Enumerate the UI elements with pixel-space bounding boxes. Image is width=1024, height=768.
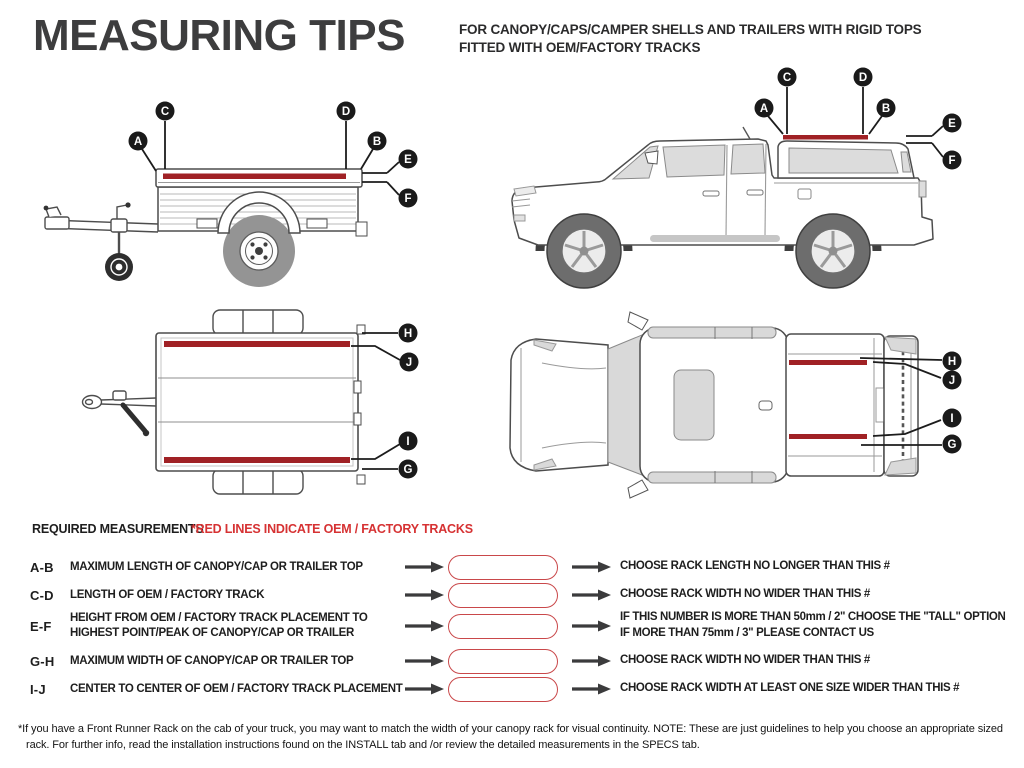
measurement-row-gh: [30, 648, 1022, 674]
truck-top-view-diagram: [490, 308, 1010, 504]
svg-text:G: G: [403, 464, 413, 476]
subtitle-line-2: FITTED WITH OEM/FACTORY TRACKS: [459, 39, 701, 55]
rear-wheel: [796, 214, 870, 288]
marker-d: [337, 102, 356, 121]
oem-track-red-line: [783, 135, 868, 140]
trailer-top-rail: [156, 169, 362, 187]
measure-point-markers: [399, 324, 419, 479]
marker-g: [943, 435, 962, 454]
arrow-icon: [404, 588, 448, 602]
measurement-value-box: [448, 555, 558, 580]
subtitle-line-1: FOR CANOPY/CAPS/CAMPER SHELLS AND TRAILERS WITH RIGID TOPS: [459, 22, 922, 37]
svg-text:F: F: [948, 155, 956, 167]
measure-point-markers: [943, 352, 962, 454]
windshield: [608, 335, 642, 475]
marker-h: [399, 324, 418, 343]
measurement-description: [70, 611, 404, 641]
oem-track-red-line: [789, 360, 867, 365]
measurement-row-ef: [30, 604, 1022, 648]
measurement-row-ab: [30, 554, 1022, 580]
marker-c: [778, 68, 797, 87]
svg-text:A: A: [759, 103, 769, 115]
measurement-description: LENGTH OF OEM / FACTORY TRACK: [70, 588, 265, 601]
svg-text:F: F: [404, 193, 412, 205]
arrow-icon: [562, 588, 620, 602]
measurement-id: C-D: [30, 587, 54, 603]
marker-h: [943, 352, 962, 371]
recommendation-line-2: IF MORE THAN 75mm / 3" PLEASE CONTACT US: [620, 627, 874, 639]
measurement-id: G-H: [30, 653, 55, 669]
marker-d: [854, 68, 873, 87]
svg-text:B: B: [881, 103, 891, 115]
marker-a: [755, 99, 774, 118]
trailer-wheel: [223, 215, 295, 287]
trailer-top-view-diagram: [25, 305, 455, 505]
measurement-recommendation: [620, 610, 1022, 641]
arrow-icon: [404, 682, 448, 696]
marker-j: [400, 353, 419, 372]
arrow-icon: [562, 560, 620, 574]
marker-c: [156, 102, 175, 121]
measurement-value-box: [448, 677, 558, 702]
description-line-1: HEIGHT FROM OEM / FACTORY TRACK PLACEMENT TO: [70, 612, 368, 625]
svg-text:I: I: [950, 413, 954, 425]
side-mirror: [628, 312, 648, 330]
svg-text:I: I: [406, 436, 410, 448]
svg-text:A: A: [133, 136, 143, 148]
marker-b: [368, 132, 387, 151]
measurement-row-ij: [30, 676, 1022, 702]
measurement-description: MAXIMUM LENGTH OF CANOPY/CAP OR TRAILER TOP: [70, 560, 363, 573]
marker-e: [943, 114, 962, 133]
oem-track-red-line: [164, 457, 350, 463]
measurement-id: I-J: [30, 681, 46, 697]
side-windows: [648, 472, 776, 483]
side-mirror: [628, 480, 648, 498]
measurement-recommendation: CHOOSE RACK WIDTH NO WIDER THAN THIS #: [620, 588, 870, 601]
tail-light: [919, 181, 926, 197]
marker-f: [399, 189, 418, 208]
cab-rear-window: [759, 401, 772, 410]
svg-text:D: D: [341, 106, 351, 118]
description-line-2: HIGHEST POINT/PEAK OF CANOPY/CAP OR TRAILER: [70, 627, 354, 639]
svg-text:B: B: [372, 136, 382, 148]
measurement-value-box: [448, 614, 558, 639]
bed-canopy-top: [786, 334, 884, 476]
marker-f: [943, 151, 962, 170]
marker-i: [943, 409, 962, 428]
measurement-recommendation: CHOOSE RACK LENGTH NO LONGER THAN THIS #: [620, 560, 890, 573]
marker-g: [399, 460, 418, 479]
svg-text:C: C: [782, 72, 792, 84]
measurement-description: CENTER TO CENTER OF OEM / FACTORY TRACK PLACEMENT: [70, 682, 403, 695]
svg-text:H: H: [947, 356, 957, 368]
door-handle: [747, 190, 763, 195]
marker-a: [129, 132, 148, 151]
red-lines-note: *RED LINES INDICATE OEM / FACTORY TRACKS: [191, 522, 473, 536]
oem-track-red-line: [163, 174, 346, 180]
measurement-id: A-B: [30, 559, 54, 575]
fuel-door: [798, 189, 811, 199]
trailer-side-view-diagram: [35, 95, 460, 307]
required-measurements-heading: REQUIRED MEASUREMENTS: [32, 522, 204, 536]
marker-j: [943, 371, 962, 390]
measurement-value-box: [448, 649, 558, 674]
marker-e: [399, 150, 418, 169]
page-subtitle: [459, 21, 1019, 57]
svg-text:H: H: [403, 328, 413, 340]
measurement-description: MAXIMUM WIDTH OF CANOPY/CAP OR TRAILER TOP: [70, 654, 354, 667]
arrow-icon: [562, 619, 620, 633]
truck-top-front: [510, 339, 608, 471]
arrow-icon: [404, 619, 448, 633]
oem-track-red-line: [164, 341, 350, 347]
arrow-icon: [562, 654, 620, 668]
measurement-id: E-F: [30, 618, 52, 634]
arrow-icon: [404, 560, 448, 574]
svg-text:D: D: [858, 72, 868, 84]
svg-text:J: J: [948, 375, 956, 387]
antenna: [743, 127, 750, 139]
svg-text:E: E: [404, 154, 412, 166]
footnote: *If you have a Front Runner Rack on the cab of your truck, you may want to match the width of your canopy rack for visual continuity. NOTE: These are just guidelines to help you choose an appropriate sized rack. For further info, read the installation instructions found on the INSTALL tab and /or review the detailed measurements in the SPECS tab.: [18, 723, 1003, 751]
truck-side-view-diagram: [500, 65, 1015, 305]
measurement-recommendation: CHOOSE RACK WIDTH AT LEAST ONE SIZE WIDER THAN THIS #: [620, 682, 960, 695]
marker-i: [399, 432, 418, 451]
running-board: [650, 235, 780, 242]
side-windows: [648, 327, 776, 338]
trailer-drawbar-top-view: [83, 391, 157, 436]
recommendation-line-1: IF THIS NUMBER IS MORE THAN 50mm / 2" CHOOSE THE "TALL" OPTION: [620, 611, 1006, 624]
sunroof: [674, 370, 714, 440]
door-handle: [703, 191, 719, 196]
svg-text:C: C: [160, 106, 170, 118]
svg-text:J: J: [405, 357, 413, 369]
marker-b: [877, 99, 896, 118]
arrow-icon: [562, 682, 620, 696]
svg-text:E: E: [948, 118, 956, 130]
tailgate-rear: [884, 336, 918, 476]
front-wheel: [547, 214, 621, 288]
svg-text:G: G: [947, 439, 957, 451]
trailer-jockey-wheel: [105, 253, 133, 281]
oem-track-red-line: [789, 434, 867, 439]
trailer-drawbar: [44, 202, 158, 255]
arrow-icon: [404, 654, 448, 668]
measurement-recommendation: CHOOSE RACK WIDTH NO WIDER THAN THIS #: [620, 654, 870, 667]
page-title: MEASURING TIPS: [33, 11, 405, 60]
